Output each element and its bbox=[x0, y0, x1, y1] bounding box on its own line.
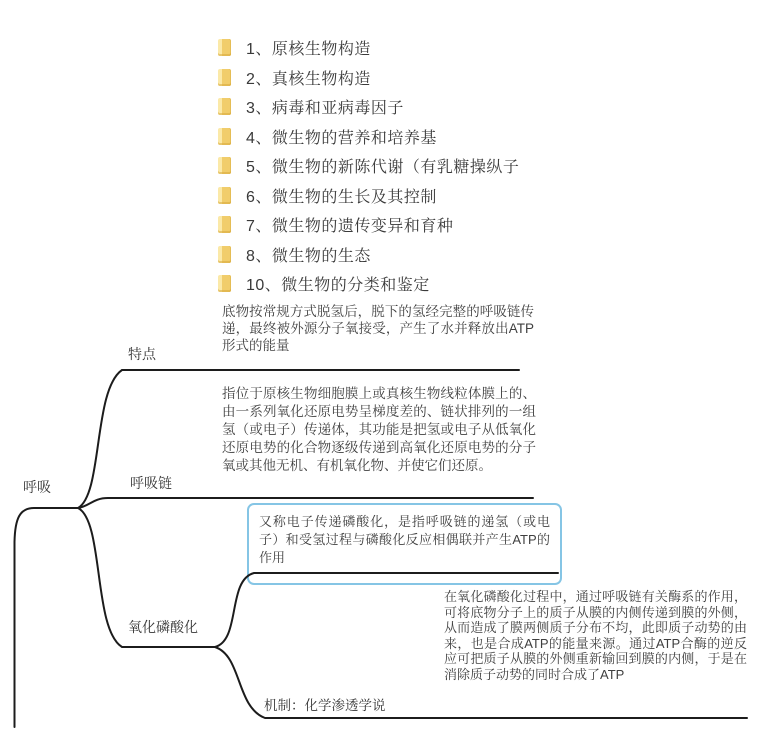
list-item-label: 5、微生物的新陈代谢（有乳糖操纵子 bbox=[246, 159, 520, 177]
list-item-label: 10、微生物的分类和鉴定 bbox=[246, 277, 430, 295]
list-item[interactable] bbox=[218, 210, 519, 240]
node-jizhi-label[interactable]: 机制：化学渗透学说 bbox=[264, 698, 386, 713]
folder-icon bbox=[218, 128, 231, 145]
folder-icon bbox=[218, 246, 231, 263]
list-item[interactable] bbox=[218, 269, 519, 299]
node-definition-content: 又称电子传递磷酸化，是指呼吸链的递氢（或电子）和受氢过程与磷酸化反应相偶联并产生ATP的作用 bbox=[259, 514, 550, 565]
list-item[interactable] bbox=[218, 33, 519, 63]
node-definition-highlight-box[interactable] bbox=[247, 503, 562, 585]
folder-icon bbox=[218, 157, 231, 174]
node-yanghualinsuanhua-label[interactable]: 氧化磷酸化 bbox=[128, 619, 198, 635]
node-huxilian-label[interactable]: 呼吸链 bbox=[130, 475, 172, 491]
list-item-label: 6、微生物的生长及其控制 bbox=[246, 188, 437, 206]
list-item-label: 7、微生物的遗传变异和育种 bbox=[246, 218, 454, 236]
topic-folder-list bbox=[218, 33, 519, 299]
node-tedian-label[interactable]: 特点 bbox=[128, 346, 156, 362]
list-item[interactable] bbox=[218, 151, 519, 181]
list-item[interactable] bbox=[218, 63, 519, 93]
node-jizhi-content[interactable]: 在氧化磷酸化过程中，通过呼吸链有关酶系的作用，可将底物分子上的质子从膜的内侧传递到膜的外侧，从而造成了膜两侧质子分布不均，此即质子动势的由来，也是合成ATP的能量来源。通过ATP合酶的逆反应可把质子从膜的外侧重新输回到膜的内侧，于是在消除质子动势的同时合成了ATP bbox=[444, 589, 747, 682]
list-item[interactable] bbox=[218, 240, 519, 270]
connector-root-tail bbox=[15, 508, 79, 727]
list-item-label: 3、病毒和亚病毒因子 bbox=[246, 100, 404, 118]
list-item-label: 4、微生物的营养和培养基 bbox=[246, 129, 437, 147]
list-item[interactable] bbox=[218, 92, 519, 122]
list-item-label: 8、微生物的生态 bbox=[246, 247, 371, 265]
folder-icon bbox=[218, 69, 231, 86]
folder-icon bbox=[218, 39, 231, 56]
folder-icon bbox=[218, 98, 231, 115]
node-root-label[interactable]: 呼吸 bbox=[23, 479, 51, 495]
folder-icon bbox=[218, 216, 231, 233]
folder-icon bbox=[218, 187, 231, 204]
list-item-label: 1、原核生物构造 bbox=[246, 41, 371, 59]
node-huxilian-content[interactable]: 指位于原核生物细胞膜上或真核生物线粒体膜上的、由一系列氧化还原电势呈梯度差的、链状排列的一组氢（或电子）传递体，其功能是把氢或电子从低氧化还原电势的化合物逐级传递到高氧化还原电势的分子氧或其他无机、有机氧化物、并使它们还原。 bbox=[222, 386, 536, 473]
list-item[interactable] bbox=[218, 122, 519, 152]
folder-icon bbox=[218, 275, 231, 292]
node-tedian-content[interactable]: 底物按常规方式脱氢后，脱下的氢经完整的呼吸链传递，最终被外源分子氧接受，产生了水并释放出ATP形式的能量 bbox=[222, 304, 534, 353]
list-item-label: 2、真核生物构造 bbox=[246, 70, 371, 88]
list-item[interactable] bbox=[218, 181, 519, 211]
